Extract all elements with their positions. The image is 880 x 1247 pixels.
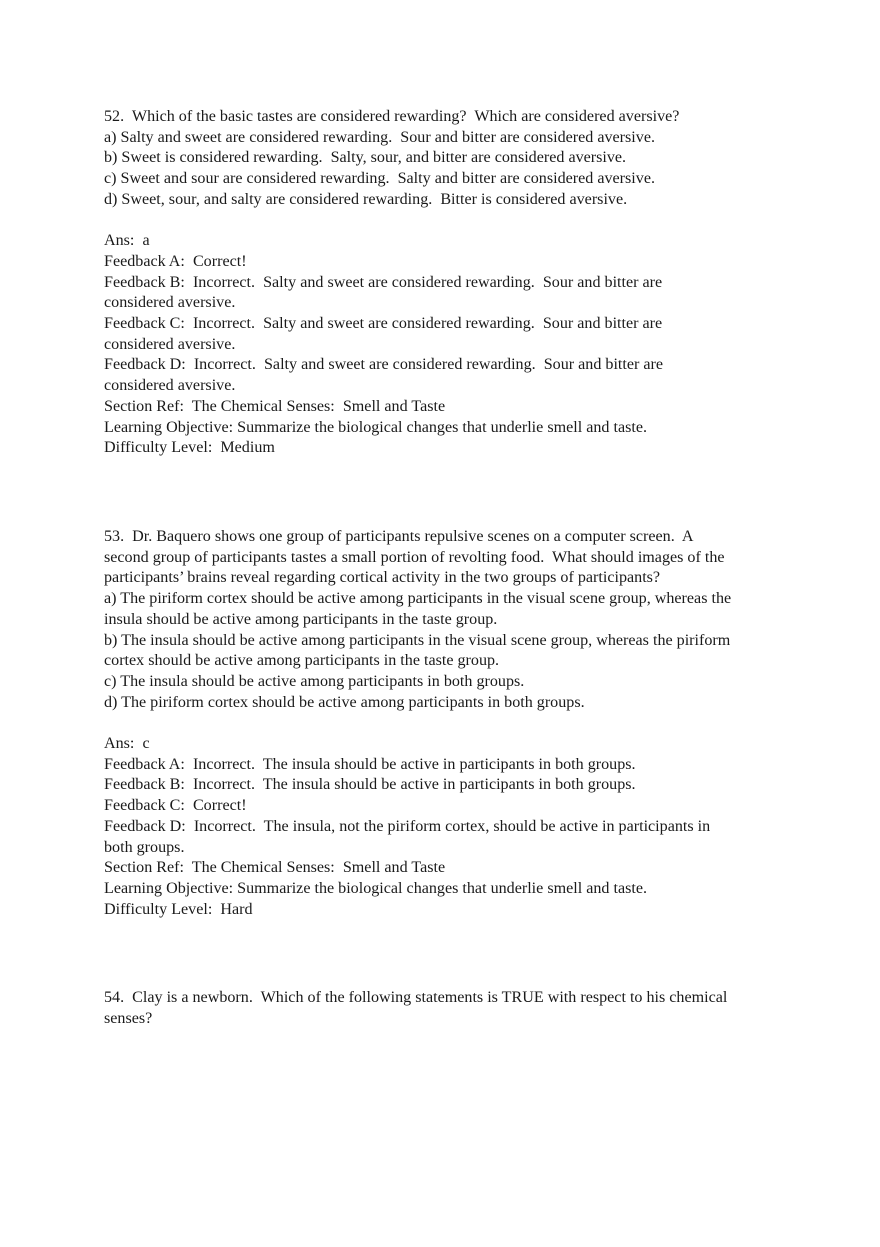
spacer (104, 713, 794, 734)
feedback-line: Feedback C: Correct! (104, 797, 247, 815)
difficulty-level: Difficulty Level: Medium (104, 439, 275, 457)
feedback-line: Feedback A: Correct! (104, 252, 247, 270)
option-a: a) Salty and sweet are considered rewarding. Sour and bitter are considered aversive. (104, 128, 655, 146)
answer: Ans: c (104, 735, 150, 753)
option-d: d) Sweet, sour, and salty are considered rewarding. Bitter is considered aversive. (104, 190, 628, 208)
option-d: d) The piriform cortex should be active among participants in both groups. (104, 693, 585, 711)
question-52 (104, 107, 794, 459)
question-stem: 52. Which of the basic tastes are considered rewarding? Which are considered aversive? (104, 108, 680, 125)
feedback-line: considered aversive. (104, 377, 236, 395)
option-a: insula should be active among participants in the taste group. (104, 610, 498, 628)
feedback-line: Feedback C: Incorrect. Salty and sweet are considered rewarding. Sour and bitter are (104, 315, 663, 333)
learning-objective: Learning Objective: Summarize the biological changes that underlie smell and taste. (104, 418, 647, 436)
question-stem: 54. Clay is a newborn. Which of the following statements is TRUE with respect to his chemical (104, 989, 728, 1006)
answer: Ans: a (104, 232, 150, 250)
option-a: a) The piriform cortex should be active among participants in the visual scene group, whereas the (104, 590, 732, 608)
option-b: b) The insula should be active among participants in the visual scene group, whereas the piriform (104, 631, 731, 649)
question-53 (104, 527, 794, 920)
section-ref: Section Ref: The Chemical Senses: Smell and Taste (104, 859, 446, 877)
learning-objective: Learning Objective: Summarize the biological changes that underlie smell and taste. (104, 879, 647, 897)
question-stem: participants’ brains reveal regarding cortical activity in the two groups of participants? (104, 569, 661, 587)
section-ref: Section Ref: The Chemical Senses: Smell and Taste (104, 397, 446, 415)
feedback-line: Feedback B: Incorrect. Salty and sweet are considered rewarding. Sour and bitter are (104, 273, 663, 291)
difficulty-level: Difficulty Level: Hard (104, 900, 253, 918)
feedback-line: considered aversive. (104, 335, 236, 353)
question-stem: second group of participants tastes a small portion of revolting food. What should images of the (104, 548, 725, 566)
feedback-line: Feedback D: Incorrect. The insula, not the piriform cortex, should be active in participants in (104, 817, 711, 835)
option-b: b) Sweet is considered rewarding. Salty, sour, and bitter are considered aversive. (104, 149, 627, 167)
question-54 (104, 988, 794, 1029)
feedback-line: considered aversive. (104, 294, 236, 312)
spacer (104, 211, 794, 232)
option-b: cortex should be active among participants in the taste group. (104, 652, 500, 670)
option-c: c) The insula should be active among participants in both groups. (104, 672, 525, 690)
feedback-line: Feedback A: Incorrect. The insula should be active in participants in both groups. (104, 755, 636, 773)
question-stem: senses? (104, 1009, 153, 1027)
option-c: c) Sweet and sour are considered rewarding. Salty and bitter are considered aversive. (104, 170, 655, 188)
feedback-line: Feedback D: Incorrect. Salty and sweet are considered rewarding. Sour and bitter are (104, 356, 664, 374)
question-stem: 53. Dr. Baquero shows one group of participants repulsive scenes on a computer screen. A (104, 528, 694, 545)
feedback-line: Feedback B: Incorrect. The insula should be active in participants in both groups. (104, 776, 636, 794)
feedback-line: both groups. (104, 838, 185, 856)
